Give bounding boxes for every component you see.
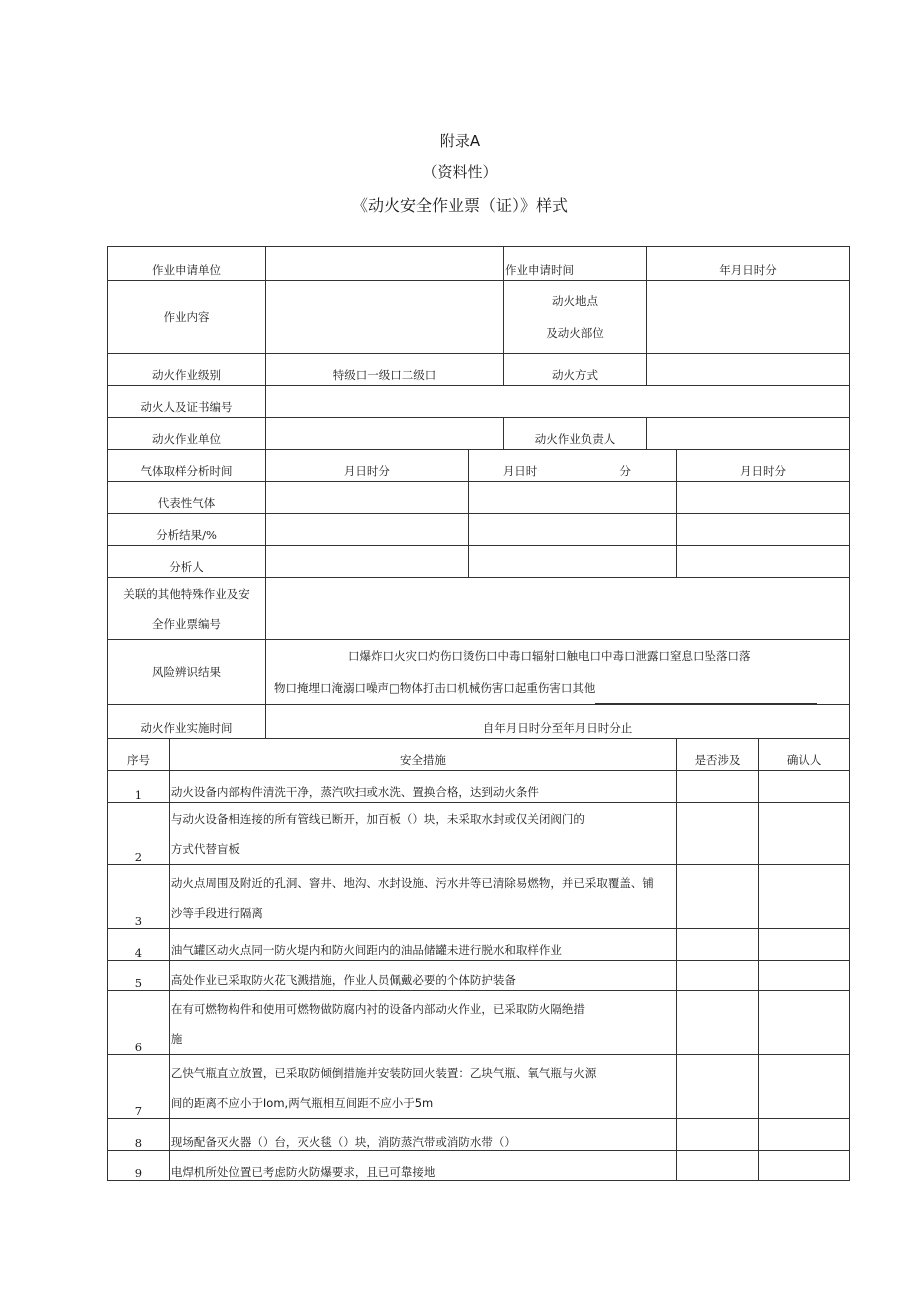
table-row [108, 929, 850, 961]
gas-time-2[interactable] [468, 450, 676, 482]
col-no-header: 序号 [108, 739, 170, 771]
table-row [108, 803, 850, 865]
impl-time-label: 动火作业实施时间 [108, 705, 266, 739]
row-measure: 现场配备灭火器（）台，灭火毯（）块，消防蒸汽带或消防水带（） [169, 1119, 676, 1151]
table-row [108, 991, 850, 1055]
row-no: 2 [108, 803, 170, 865]
risk-other-blank[interactable] [595, 691, 817, 704]
row-involved[interactable] [676, 929, 758, 961]
row-measure-line: 间的距离不应小于Iom,两气瓶相互间距不应小于5m [170, 1096, 434, 1110]
appendix-nature: （资料性） [422, 163, 498, 181]
row-no: 1 [108, 771, 170, 803]
row-confirm[interactable] [759, 1151, 850, 1181]
analysis-result-value-1[interactable] [265, 514, 468, 546]
table-row [108, 1151, 850, 1181]
row-measure-line: 动火点周围及附近的孔洞、窨井、地沟、水封设施、污水井等已清除易燃物，并已采取覆盖、铺 [170, 876, 654, 890]
apply-unit-label: 作业申请单位 [108, 247, 266, 281]
row-measure: 高处作业已采取防火花飞溅措施，作业人员佩戴必要的个体防护装备 [169, 961, 676, 991]
row-involved[interactable] [676, 771, 758, 803]
fire-level-options[interactable]: 特级口一级口二级口 [265, 354, 503, 386]
row-no: 7 [108, 1055, 170, 1119]
row-no: 8 [108, 1119, 170, 1151]
rep-gas-value-2[interactable] [468, 482, 676, 514]
related-work-value[interactable] [265, 578, 849, 640]
rep-gas-value-1[interactable] [265, 482, 468, 514]
gas-time-1[interactable]: 月日时分 [265, 450, 468, 482]
gas-time-2a: 月日时 [502, 464, 538, 478]
table-row [108, 1119, 850, 1151]
gas-time-3[interactable]: 月日时分 [676, 450, 849, 482]
analyst-value-3[interactable] [676, 546, 849, 578]
appendix-title: 附录A [439, 132, 481, 150]
row-measure-line: 乙快气瓶直立放置，已采取防倾倒措施并安装防回火装置：乙块气瓶、氧气瓶与火源 [170, 1066, 597, 1080]
fire-method-value[interactable] [647, 354, 850, 386]
rep-gas-label: 代表性气体 [108, 482, 266, 514]
row-confirm[interactable] [759, 865, 850, 929]
row-no: 6 [108, 991, 170, 1055]
row-confirm[interactable] [759, 991, 850, 1055]
row-involved[interactable] [676, 1119, 758, 1151]
fire-location-label-1: 动火地点 [552, 294, 599, 308]
row-confirm[interactable] [759, 1119, 850, 1151]
risk-line-2-wrap [274, 672, 841, 704]
fire-level-label: 动火作业级别 [108, 354, 266, 386]
analyst-value-2[interactable] [468, 546, 676, 578]
risk-line-2[interactable]: 物口掩埋口淹溺口噪声□物体打击口机械伤害口起重伤害口其他 [273, 681, 596, 695]
table-row [108, 771, 850, 803]
fire-location-label-2: 及动火部位 [546, 326, 604, 340]
risk-label: 风险辨识结果 [108, 640, 266, 705]
col-involved-header: 是否涉及 [676, 739, 758, 771]
col-confirm-header: 确认人 [759, 739, 850, 771]
fire-leader-value[interactable] [647, 418, 850, 450]
apply-unit-value[interactable] [265, 247, 503, 281]
row-measure-line: 与动火设备相连接的所有管线已断开，加百板（）块，未采取水封或仅关闭阀门的 [170, 812, 585, 826]
row-involved[interactable] [676, 865, 758, 929]
fire-work-permit-table [107, 246, 850, 1181]
row-involved[interactable] [676, 803, 758, 865]
row-no: 4 [108, 929, 170, 961]
fire-unit-label: 动火作业单位 [108, 418, 266, 450]
row-confirm[interactable] [759, 1055, 850, 1119]
row-involved[interactable] [676, 1055, 758, 1119]
row-involved[interactable] [676, 1151, 758, 1181]
row-confirm[interactable] [759, 771, 850, 803]
row-no: 5 [108, 961, 170, 991]
table-row [108, 865, 850, 929]
rep-gas-value-3[interactable] [676, 482, 849, 514]
analysis-result-value-3[interactable] [676, 514, 849, 546]
fire-leader-label: 动火作业负责人 [504, 418, 647, 450]
row-measure-line: 沙等手段进行隔离 [170, 906, 263, 920]
row-measure-line: 施 [170, 1032, 183, 1046]
fire-location-value[interactable] [647, 281, 850, 354]
gas-sampling-label: 气体取样分析时间 [108, 450, 266, 482]
analysis-result-label: 分析结果/% [108, 514, 266, 546]
row-no: 3 [108, 865, 170, 929]
analysis-result-value-2[interactable] [468, 514, 676, 546]
form-title: 《动火安全作业票（证）》样式 [351, 196, 568, 215]
row-measure: 油气罐区动火点同一防火堤内和防火间距内的油品储罐未进行脱水和取样作业 [169, 929, 676, 961]
row-no: 9 [108, 1151, 170, 1181]
table-row [108, 1055, 850, 1119]
row-measure-line: 在有可燃物构件和使用可燃物做防腐内衬的设备内部动火作业，已采取防火隔绝措 [170, 1002, 585, 1016]
related-work-label-1: 关联的其他特殊作业及安 [123, 586, 250, 601]
col-measure-header: 安全措施 [169, 739, 676, 771]
table-row [108, 961, 850, 991]
impl-time-value[interactable]: 自年月日时分至年月日时分止 [265, 705, 849, 739]
work-content-label: 作业内容 [108, 281, 266, 354]
row-measure-line: 方式代替盲板 [170, 842, 240, 856]
row-confirm[interactable] [759, 803, 850, 865]
fire-person-label: 动火人及证书编号 [108, 386, 266, 418]
fire-unit-value[interactable] [265, 418, 503, 450]
fire-person-value[interactable] [265, 386, 849, 418]
analyst-value-1[interactable] [265, 546, 468, 578]
row-measure: 电焊机所处位置已考虑防火防爆要求，且已可靠接地 [169, 1151, 676, 1181]
apply-time-label: 作业申请时间 [504, 247, 647, 281]
fire-method-label: 动火方式 [504, 354, 647, 386]
row-measure: 动火设备内部构件清洗干净，蒸汽吹扫或水洗、置换合格，达到动火条件 [169, 771, 676, 803]
row-confirm[interactable] [759, 929, 850, 961]
analyst-label: 分析人 [108, 546, 266, 578]
row-confirm[interactable] [759, 961, 850, 991]
row-involved[interactable] [676, 961, 758, 991]
work-content-value[interactable] [265, 281, 503, 354]
row-involved[interactable] [676, 991, 758, 1055]
apply-time-value[interactable]: 年月日时分 [647, 247, 850, 281]
gas-time-2b: 分 [619, 464, 631, 478]
related-work-label-2: 全作业票编号 [151, 616, 221, 631]
risk-line-1[interactable]: 口爆炸口火灾口灼伤口烫伤口中毒口辐射口触电口中毒口泄露口窒息口坠落口落 [347, 649, 751, 663]
